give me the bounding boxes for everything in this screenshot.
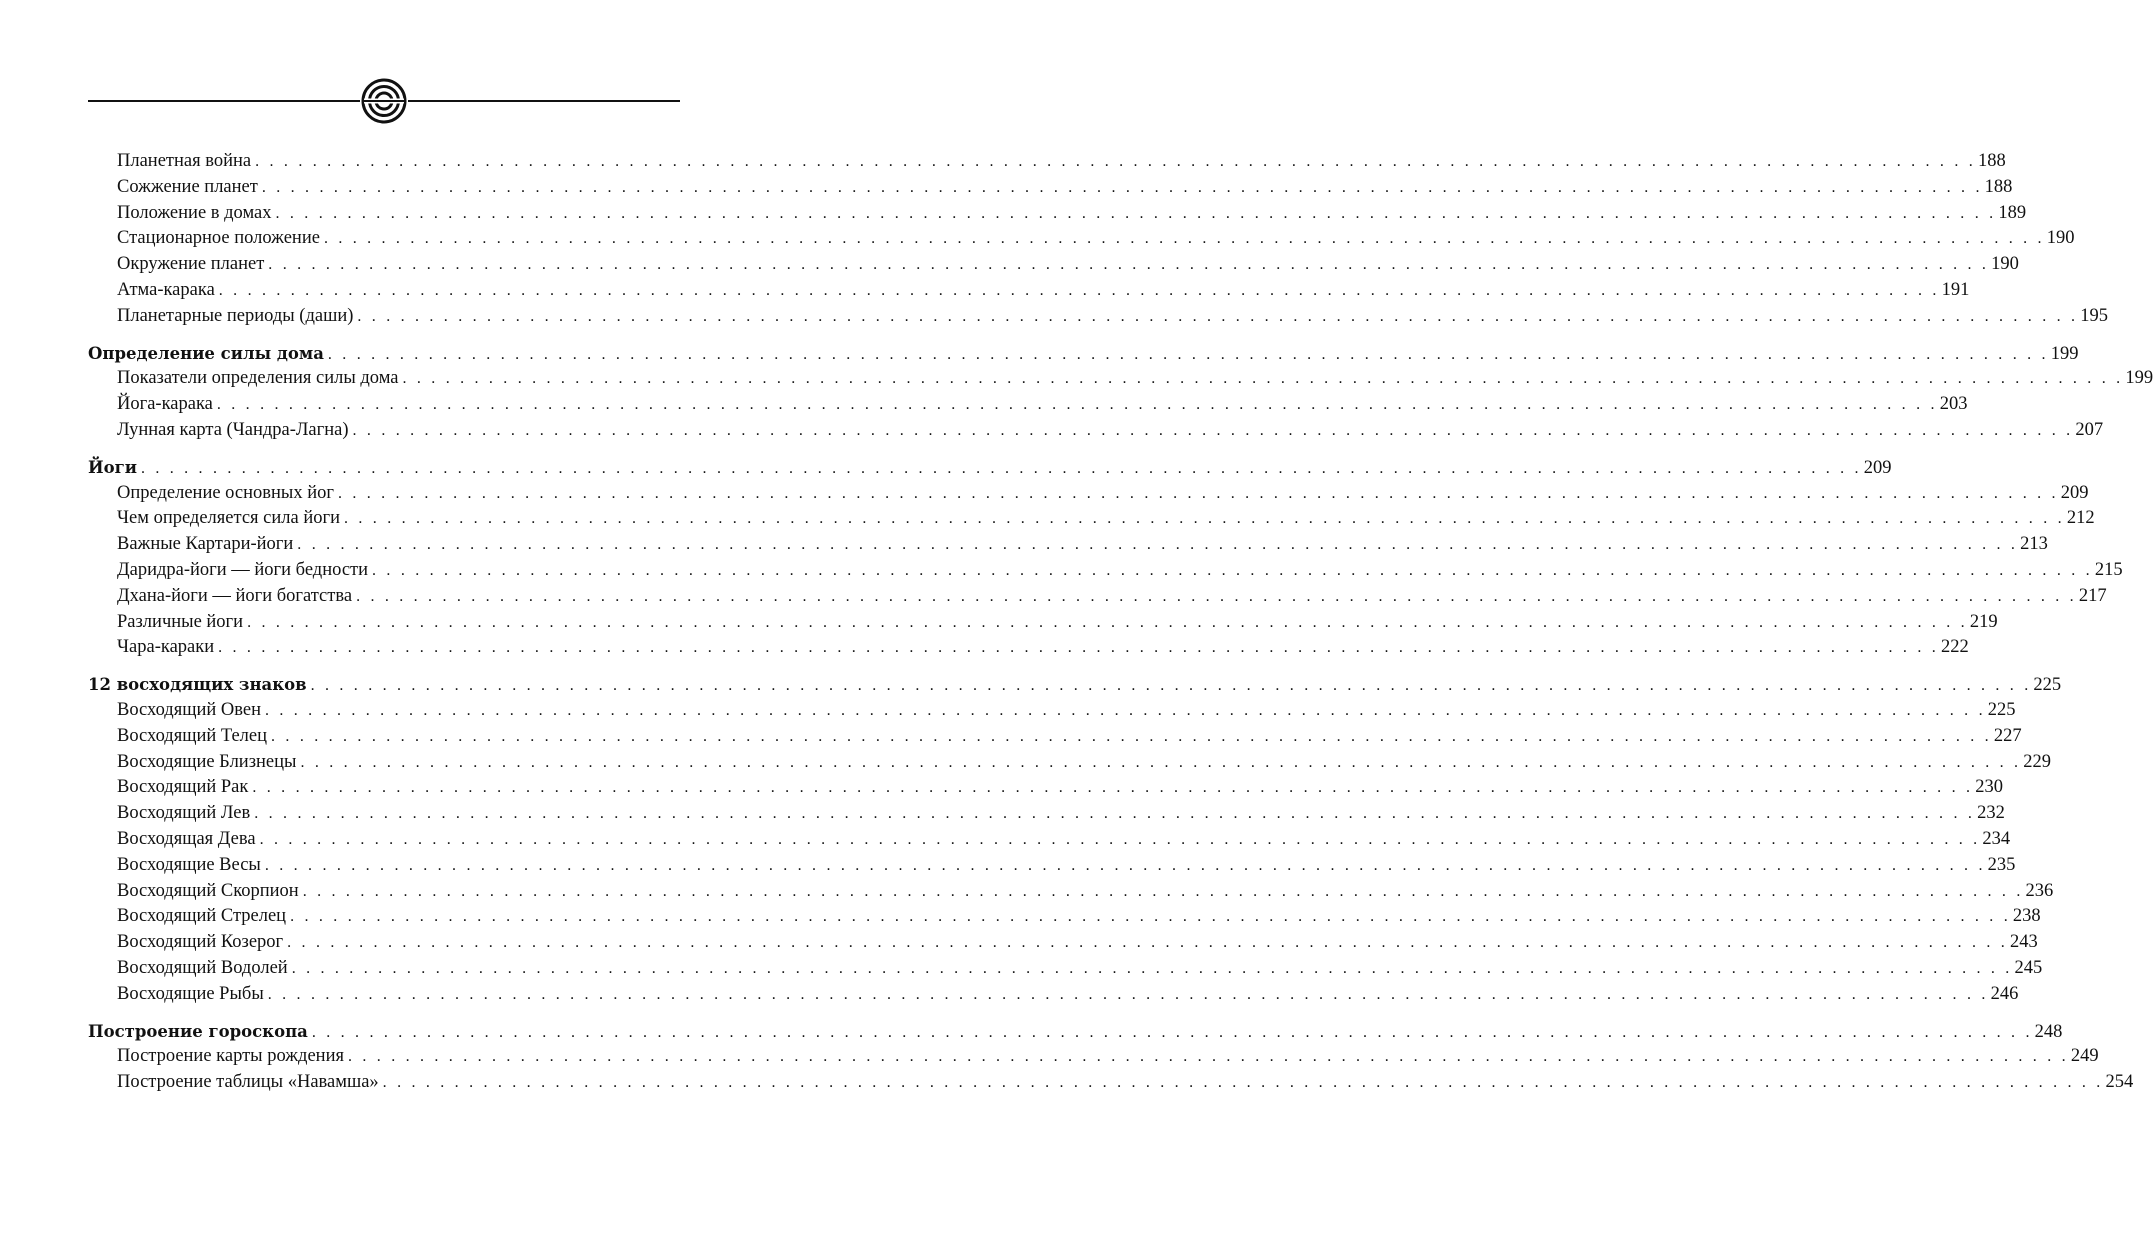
toc-entry-title: Различные йоги [117, 611, 244, 632]
toc-entry [88, 982, 2019, 1008]
dot-leader: . . . . . . . . . . . . . . . . . . . . . . . . . . . . . . . . . . . . . . . . . . . . . . . . . . . . . . . . . . . . . . . . . . . . . . . . . . . . . . . . . . . . . . . . . . . . . . . . . . . . . . . . . . . . . . . . . . . . . . . . [357, 307, 2079, 325]
toc-entry-title: Сожжение планет [117, 176, 258, 197]
dot-leader: . . . . . . . . . . . . . . . . . . . . . . . . . . . . . . . . . . . . . . . . . . . . . . . . . . . . . . . . . . . . . . . . . . . . . . . . . . . . . . . . . . . . . . . . . . . . . . . . . . . . . . . . . . . . . . . . . . . . . . . . [275, 204, 1997, 222]
toc-entry [88, 1070, 2134, 1096]
toc-page-number: 219 [1969, 611, 1998, 632]
toc-entry-title: Планетная война [117, 151, 252, 171]
toc-entry [88, 584, 2107, 610]
toc-entry [88, 635, 1969, 661]
dot-leader: . . . . . . . . . . . . . . . . . . . . . . . . . . . . . . . . . . . . . . . . . . . . . . . . . . . . . . . . . . . . . . . . . . . . . . . . . . . . . . . . . . . . . . . . . . . . . . . . . . . . . . . . . . . . . . . . . . . . . . . . [302, 882, 2024, 900]
toc-entry-title: Построение таблицы «Навамша» [117, 1072, 379, 1093]
toc-section [88, 149, 2108, 330]
toc-page-number: 203 [1939, 394, 1968, 415]
toc-entry [88, 175, 2013, 201]
toc-page-number: 190 [1991, 254, 2019, 275]
toc-entry [88, 278, 1970, 304]
toc-page-number: 195 [2080, 305, 2108, 326]
toc-entry-title: Восходящий Скорпион [117, 880, 299, 901]
toc-entry-title: Определение силы дома [88, 343, 324, 363]
toc-entry [88, 610, 1998, 636]
toc-entry-title: Окружение планет [117, 254, 265, 275]
toc-entry [88, 532, 2048, 558]
dot-leader: . . . . . . . . . . . . . . . . . . . . . . . . . . . . . . . . . . . . . . . . . . . . . . . . . . . . . . . . . . . . . . . . . . . . . . . . . . . . . . . . . . . . . . . . . . . . . . . . . . . . . . . . . . . . . . . . . . . . . . . . [218, 639, 1939, 657]
toc-entry [88, 304, 2108, 330]
toc-page-number: 225 [1987, 699, 2016, 720]
toc-page-number: 209 [2060, 482, 2089, 503]
toc-entry-title: Определение основных йог [117, 482, 334, 503]
dot-leader: . . . . . . . . . . . . . . . . . . . . . . . . . . . . . . . . . . . . . . . . . . . . . . . . . . . . . . . . . . . . . . . . . . . . . . . . . . . . . . . . . . . . . . . . . . . . . . . . . . . . . . . . . . . . . . . . . . . . . . . . [344, 510, 2065, 528]
toc-entry [88, 724, 2022, 750]
dot-leader: . . . . . . . . . . . . . . . . . . . . . . . . . . . . . . . . . . . . . . . . . . . . . . . . . . . . . . . . . . . . . . . . . . . . . . . . . . . . . . . . . . . . . . . . . . . . . . . . . . . . . . . . . . . . . . . . . . . . . . . . [254, 805, 1976, 823]
toc-entry-title: Дхана-йоги — йоги богатства [117, 585, 353, 606]
toc-entry-title: Восходящий Козерог [117, 932, 284, 953]
dot-leader: . . . . . . . . . . . . . . . . . . . . . . . . . . . . . . . . . . . . . . . . . . . . . . . . . . . . . . . . . . . . . . . . . . . . . . . . . . . . . . . . . . . . . . . . . . . . . . . . . . . . . . . . . . . . . . . . . . . . . . . . [264, 701, 1986, 719]
toc-entry [88, 418, 2104, 444]
concentric-circle-ornament-icon [360, 77, 408, 125]
toc-page-number: 213 [2020, 534, 2048, 555]
toc-page-number: 225 [2033, 675, 2062, 696]
toc-entry-title: Положение в домах [117, 202, 272, 223]
dot-leader: . . . . . . . . . . . . . . . . . . . . . . . . . . . . . . . . . . . . . . . . . . . . . . . . . . . . . . . . . . . . . . . . . . . . . . . . . . . . . . . . . . . . . . . . . . . . . . . . . . . . . . . . . . . . . . . . . . . . . . . . [300, 753, 2022, 771]
toc-entry-title: Построение карты рождения [117, 1046, 344, 1067]
toc-entry [88, 506, 2095, 532]
toc-entry [88, 149, 2006, 175]
toc-entry [88, 201, 2027, 227]
toc-page-number: 246 [1990, 983, 2019, 1004]
dot-leader: . . . . . . . . . . . . . . . . . . . . . . . . . . . . . . . . . . . . . . . . . . . . . . . . . . . . . . . . . . . . . . . . . . . . . . . . . . . . . . . . . . . . . . . . . . . . . . . . . . . . . . . . . . . . . . . . . . . . . . . . [382, 1074, 2104, 1092]
dot-leader: . . . . . . . . . . . . . . . . . . . . . . . . . . . . . . . . . . . . . . . . . . . . . . . . . . . . . . . . . . . . . . . . . . . . . . . . . . . . . . . . . . . . . . . . . . . . . . . . . . . . . . . . . . . . . . . . . . . . . . . . [297, 536, 2019, 554]
toc-entry-title: 12 восходящих знаков [88, 675, 307, 695]
toc-entry-title: Восходящий Телец [117, 725, 268, 746]
dot-leader: . . . . . . . . . . . . . . . . . . . . . . . . . . . . . . . . . . . . . . . . . . . . . . . . . . . . . . . . . . . . . . . . . . . . . . . . . . . . . . . . . . . . . . . . . . . . . . . . . . . . . . . . . . . . . . . . . . . . . . . . [372, 561, 2093, 579]
toc-entry [88, 1044, 2099, 1070]
toc-entry-title: Построение гороскопа [88, 1021, 308, 1041]
toc-entry [88, 392, 1968, 418]
dot-leader: . . . . . . . . . . . . . . . . . . . . . . . . . . . . . . . . . . . . . . . . . . . . . . . . . . . . . . . . . . . . . . . . . . . . . . . . . . . . . . . . . . . . . . . . . . . . . . . . . . . . . . . . . . . . . . . . . . . . . . . . [327, 345, 2049, 363]
toc-page-number: 249 [2070, 1046, 2099, 1067]
toc-entry-title: Восходящие Весы [117, 854, 261, 875]
toc-page-number: 199 [2050, 343, 2079, 364]
dot-leader: . . . . . . . . . . . . . . . . . . . . . . . . . . . . . . . . . . . . . . . . . . . . . . . . . . . . . . . . . . . . . . . . . . . . . . . . . . . . . . . . . . . . . . . . . . . . . . . . . . . . . . . . . . . . . . . . . . . . . . . . [402, 370, 2124, 388]
dot-leader: . . . . . . . . . . . . . . . . . . . . . . . . . . . . . . . . . . . . . . . . . . . . . . . . . . . . . . . . . . . . . . . . . . . . . . . . . . . . . . . . . . . . . . . . . . . . . . . . . . . . . . . . . . . . . . . . . . . . . . . . [310, 677, 2032, 695]
toc-entry [88, 956, 2043, 982]
toc-page-number: 191 [1941, 279, 1970, 300]
toc-entry [88, 775, 2003, 801]
toc-entry-title: Стационарное положение [117, 228, 320, 249]
toc-page-number: 229 [2023, 751, 2052, 772]
toc-entry-title: Йога-карака [117, 394, 213, 415]
toc-page-number: 188 [1984, 176, 2013, 197]
toc-entry-title: Восходящие Близнецы [117, 751, 297, 772]
header-rule-right [408, 100, 680, 102]
dot-leader: . . . . . . . . . . . . . . . . . . . . . . . . . . . . . . . . . . . . . . . . . . . . . . . . . . . . . . . . . . . . . . . . . . . . . . . . . . . . . . . . . . . . . . . . . . . . . . . . . . . . . . . . . . . . . . . . . . . . . . . . [311, 1023, 2033, 1041]
dot-leader: . . . . . . . . . . . . . . . . . . . . . . . . . . . . . . . . . . . . . . . . . . . . . . . . . . . . . . . . . . . . . . . . . . . . . . . . . . . . . . . . . . . . . . . . . . . . . . . . . . . . . . . . . . . . . . . . . . . . . . . . [290, 908, 2011, 926]
toc-entry-title: Восходящие Рыбы [117, 983, 264, 1004]
toc-entry [88, 558, 2123, 584]
toc-section-entry [88, 455, 1892, 481]
dot-leader: . . . . . . . . . . . . . . . . . . . . . . . . . . . . . . . . . . . . . . . . . . . . . . . . . . . . . . . . . . . . . . . . . . . . . . . . . . . . . . . . . . . . . . . . . . . . . . . . . . . . . . . . . . . . . . . . . . . . . . . . [247, 613, 1968, 631]
toc-section-entry [88, 341, 2079, 367]
dot-leader: . . . . . . . . . . . . . . . . . . . . . . . . . . . . . . . . . . . . . . . . . . . . . . . . . . . . . . . . . . . . . . . . . . . . . . . . . . . . . . . . . . . . . . . . . . . . . . . . . . . . . . . . . . . . . . . . . . . . . . . . [271, 727, 1992, 745]
toc-section [88, 1019, 2134, 1096]
toc-entry [88, 879, 2054, 905]
toc-entry [88, 853, 2016, 879]
toc-page-number: 235 [1987, 854, 2016, 875]
toc-entry-title: Показатели определения силы дома [117, 368, 399, 389]
toc-page-number: 243 [2009, 932, 2038, 953]
toc-entry [88, 481, 2089, 507]
toc-page-number: 248 [2034, 1021, 2063, 1042]
toc-page-number: 236 [2025, 880, 2054, 901]
toc-page-number: 245 [2014, 957, 2043, 978]
toc-page-number: 234 [1982, 828, 2011, 849]
toc-page-number: 199 [2125, 368, 2153, 389]
toc-page-number: 238 [2012, 906, 2041, 927]
dot-leader: . . . . . . . . . . . . . . . . . . . . . . . . . . . . . . . . . . . . . . . . . . . . . . . . . . . . . . . . . . . . . . . . . . . . . . . . . . . . . . . . . . . . . . . . . . . . . . . . . . . . . . . . . . . . . . . . . . . . . . . . [259, 830, 1981, 848]
toc-section-entry [88, 1019, 2063, 1045]
toc-entry [88, 827, 2011, 853]
toc-entry [88, 750, 2052, 776]
toc-entry [88, 226, 2075, 252]
toc-entry-title: Восходящий Рак [117, 777, 249, 798]
toc-entry-title: Важные Картари-йоги [117, 534, 294, 555]
dot-leader: . . . . . . . . . . . . . . . . . . . . . . . . . . . . . . . . . . . . . . . . . . . . . . . . . . . . . . . . . . . . . . . . . . . . . . . . . . . . . . . . . . . . . . . . . . . . . . . . . . . . . . . . . . . . . . . . . . . . . . . . [337, 484, 2059, 502]
toc-page-number: 189 [1998, 202, 2027, 223]
toc-entry-title: Йоги [88, 457, 137, 477]
toc-section [88, 672, 2062, 1007]
toc-entry [88, 904, 2041, 930]
dot-leader: . . . . . . . . . . . . . . . . . . . . . . . . . . . . . . . . . . . . . . . . . . . . . . . . . . . . . . . . . . . . . . . . . . . . . . . . . . . . . . . . . . . . . . . . . . . . . . . . . . . . . . . . . . . . . . . . . . . . . . . . [352, 421, 2074, 439]
dot-leader: . . . . . . . . . . . . . . . . . . . . . . . . . . . . . . . . . . . . . . . . . . . . . . . . . . . . . . . . . . . . . . . . . . . . . . . . . . . . . . . . . . . . . . . . . . . . . . . . . . . . . . . . . . . . . . . . . . . . . . . . [323, 230, 2045, 248]
toc-entry-title: Восходящий Стрелец [117, 906, 287, 927]
toc-page-number: 209 [1863, 457, 1892, 478]
dot-leader: . . . . . . . . . . . . . . . . . . . . . . . . . . . . . . . . . . . . . . . . . . . . . . . . . . . . . . . . . . . . . . . . . . . . . . . . . . . . . . . . . . . . . . . . . . . . . . . . . . . . . . . . . . . . . . . . . . . . . . . . [267, 985, 1989, 1003]
toc-entry [88, 930, 2038, 956]
toc-page-number: 217 [2078, 585, 2107, 606]
toc-page-number: 254 [2105, 1072, 2134, 1093]
toc-entry [88, 252, 2019, 278]
toc-page-number: 222 [1940, 637, 1969, 658]
toc-entry-title: Даридра-йоги — йоги бедности [117, 559, 369, 580]
toc-page-number: 227 [1993, 725, 2022, 746]
toc-section-entry [88, 672, 2062, 698]
dot-leader: . . . . . . . . . . . . . . . . . . . . . . . . . . . . . . . . . . . . . . . . . . . . . . . . . . . . . . . . . . . . . . . . . . . . . . . . . . . . . . . . . . . . . . . . . . . . . . . . . . . . . . . . . . . . . . . . . . . . . . . . [348, 1048, 2069, 1066]
toc-page-number: 215 [2094, 559, 2123, 580]
dot-leader: . . . . . . . . . . . . . . . . . . . . . . . . . . . . . . . . . . . . . . . . . . . . . . . . . . . . . . . . . . . . . . . . . . . . . . . . . . . . . . . . . . . . . . . . . . . . . . . . . . . . . . . . . . . . . . . . . . . . . . . . [264, 856, 1986, 874]
toc-page-number: 212 [2066, 508, 2095, 529]
dot-leader: . . . . . . . . . . . . . . . . . . . . . . . . . . . . . . . . . . . . . . . . . . . . . . . . . . . . . . . . . . . . . . . . . . . . . . . . . . . . . . . . . . . . . . . . . . . . . . . . . . . . . . . . . . . . . . . . . . . . . . . . [216, 396, 1938, 414]
toc-section [88, 455, 2123, 661]
dot-leader: . . . . . . . . . . . . . . . . . . . . . . . . . . . . . . . . . . . . . . . . . . . . . . . . . . . . . . . . . . . . . . . . . . . . . . . . . . . . . . . . . . . . . . . . . . . . . . . . . . . . . . . . . . . . . . . . . . . . . . . . [291, 959, 2013, 977]
toc-entry-title: Атма-карака [117, 279, 215, 300]
toc-entry-title: Чара-караки [117, 637, 215, 658]
dot-leader: . . . . . . . . . . . . . . . . . . . . . . . . . . . . . . . . . . . . . . . . . . . . . . . . . . . . . . . . . . . . . . . . . . . . . . . . . . . . . . . . . . . . . . . . . . . . . . . . . . . . . . . . . . . . . . . . . . . . . . . . [140, 459, 1862, 477]
toc-entry-title: Лунная карта (Чандра-Лагна) [117, 419, 349, 440]
toc-section [88, 341, 2153, 444]
toc-entry [88, 801, 2005, 827]
table-of-contents [88, 149, 2153, 1107]
toc-page-number: 232 [1977, 803, 2005, 824]
dot-leader: . . . . . . . . . . . . . . . . . . . . . . . . . . . . . . . . . . . . . . . . . . . . . . . . . . . . . . . . . . . . . . . . . . . . . . . . . . . . . . . . . . . . . . . . . . . . . . . . . . . . . . . . . . . . . . . . . . . . . . . . [261, 178, 1983, 196]
dot-leader: . . . . . . . . . . . . . . . . . . . . . . . . . . . . . . . . . . . . . . . . . . . . . . . . . . . . . . . . . . . . . . . . . . . . . . . . . . . . . . . . . . . . . . . . . . . . . . . . . . . . . . . . . . . . . . . . . . . . . . . . [287, 934, 2008, 952]
dot-leader: . . . . . . . . . . . . . . . . . . . . . . . . . . . . . . . . . . . . . . . . . . . . . . . . . . . . . . . . . . . . . . . . . . . . . . . . . . . . . . . . . . . . . . . . . . . . . . . . . . . . . . . . . . . . . . . . . . . . . . . . [268, 256, 1990, 274]
toc-entry [88, 366, 2153, 392]
toc-page-number: 190 [2046, 228, 2075, 249]
dot-leader: . . . . . . . . . . . . . . . . . . . . . . . . . . . . . . . . . . . . . . . . . . . . . . . . . . . . . . . . . . . . . . . . . . . . . . . . . . . . . . . . . . . . . . . . . . . . . . . . . . . . . . . . . . . . . . . . . . . . . . . . [252, 779, 1974, 797]
toc-entry-title: Планетарные периоды (даши) [117, 305, 354, 326]
dot-leader: . . . . . . . . . . . . . . . . . . . . . . . . . . . . . . . . . . . . . . . . . . . . . . . . . . . . . . . . . . . . . . . . . . . . . . . . . . . . . . . . . . . . . . . . . . . . . . . . . . . . . . . . . . . . . . . . . . . . . . . . [255, 153, 1976, 170]
dot-leader: . . . . . . . . . . . . . . . . . . . . . . . . . . . . . . . . . . . . . . . . . . . . . . . . . . . . . . . . . . . . . . . . . . . . . . . . . . . . . . . . . . . . . . . . . . . . . . . . . . . . . . . . . . . . . . . . . . . . . . . . [218, 281, 1940, 299]
toc-entry-title: Восходящий Лев [117, 803, 251, 824]
toc-entry-title: Восходящий Водолей [117, 957, 288, 978]
toc-page-number: 207 [2075, 419, 2104, 440]
dot-leader: . . . . . . . . . . . . . . . . . . . . . . . . . . . . . . . . . . . . . . . . . . . . . . . . . . . . . . . . . . . . . . . . . . . . . . . . . . . . . . . . . . . . . . . . . . . . . . . . . . . . . . . . . . . . . . . . . . . . . . . . [356, 587, 2077, 605]
toc-entry [88, 698, 2016, 724]
toc-entry-title: Восходящий Овен [117, 699, 261, 720]
toc-entry-title: Восходящая Дева [117, 828, 256, 849]
header-rule-left [88, 100, 360, 102]
toc-entry-title: Чем определяется сила йоги [117, 508, 340, 529]
toc-page-number: 188 [1977, 151, 2006, 171]
toc-page-number: 230 [1975, 777, 2003, 798]
